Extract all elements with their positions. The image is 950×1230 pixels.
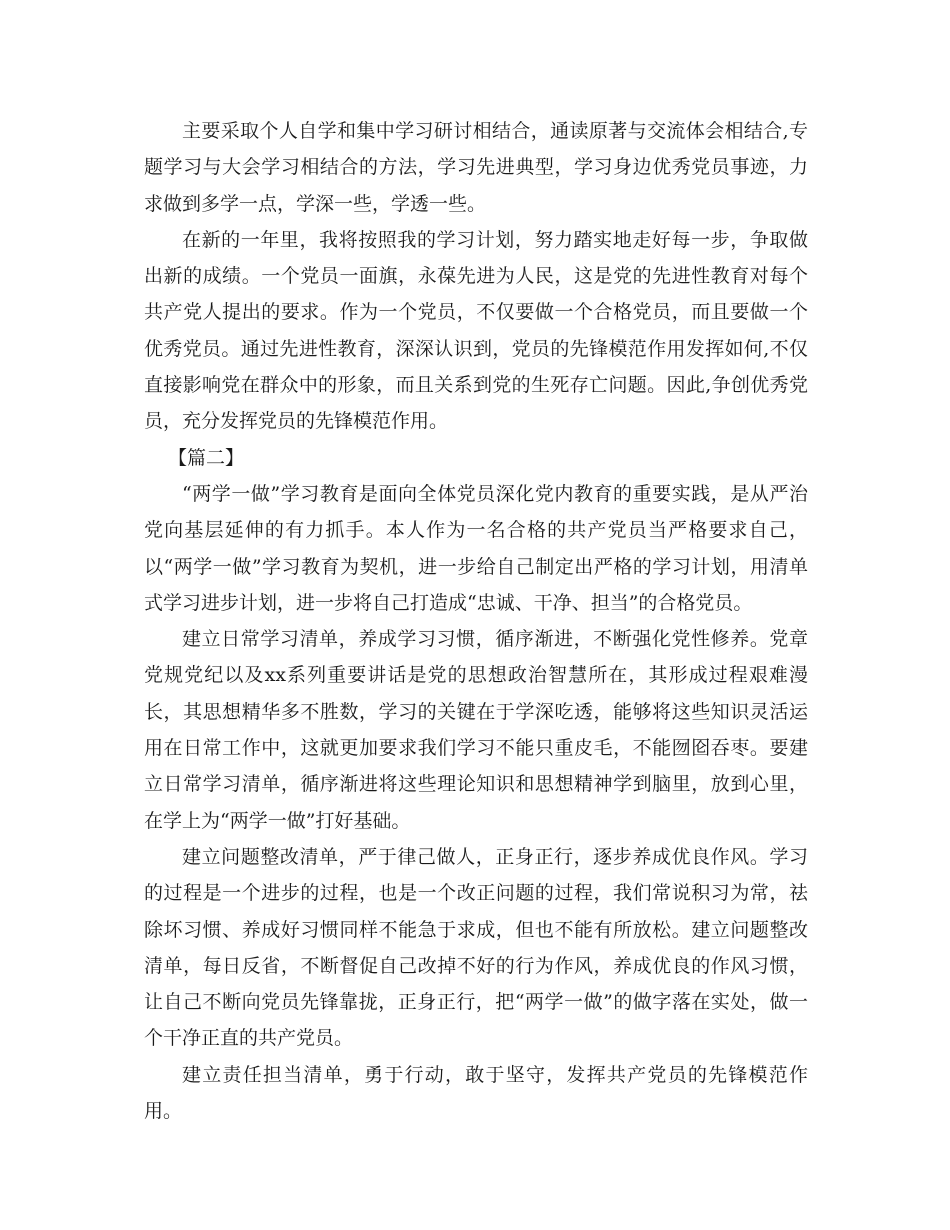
paragraph: 在新的一年里，我将按照我的学习计划，努力踏实地走好每一步，争取做出新的成绩。一个党员一面旗，永葆先进为人民，这是党的先进性教育对每个共产党人提出的要求。作为一个党员，不仅要做一个合格党员，而且要做一个优秀党员。通过先进性教育，深深认识到，党员的先锋模范作用发挥如何,不仅直接影响党在群众中的形象，而且关系到党的生死存亡问题。因此,争创优秀党员，充分发挥党员的先锋模范作用。: [144, 228, 808, 433]
paragraph: 建立日常学习清单，养成学习习惯，循序渐进，不断强化党性修养。党章党规党纪以及xx系列重要讲话是党的思想政治智慧所在，其形成过程艰难漫长，其思想精华多不胜数，学习的关键在于学深吃透，能够将这些知识灵活运用在日常工作中，这就更加要求我们学习不能只重皮毛，不能囫囵吞枣。要建立日常学习清单，循序渐进将这些理论知识和思想精神学到脑里，放到心里，在学上为“两学一做”打好基础。: [144, 628, 808, 832]
paragraph: 建立问题整改清单，严于律己做人，正身正行，逐步养成优良作风。学习的过程是一个进步的过程，也是一个改正问题的过程，我们常说积习为常，祛除坏习惯、养成好习惯同样不能急于求成，但也不能有所放松。建立问题整改清单，每日反省，不断督促自己改掉不好的行为作风，养成优良的作风习惯，让自己不断向党员先锋靠拢，正身正行，把“两学一做”的做字落在实处，做一个干净正直的共产党员。: [144, 845, 808, 1050]
paragraph: “两学一做”学习教育是面向全体党员深化党内教育的重要实践，是从严治党向基层延伸的有力抓手。本人作为一名合格的共产党员当严格要求自己，以“两学一做”学习教育为契机，进一步给自己制定出严格的学习计划，用清单式学习进步计划，进一步将自己打造成“忠诚、干净、担当”的合格党员。: [144, 482, 808, 614]
section-heading: 【篇二】: [168, 446, 245, 469]
paragraph: 主要采取个人自学和集中学习研讨相结合，通读原著与交流体会相结合,专题学习与大会学习相结合的方法，学习先进典型，学习身边优秀党员事迹，力求做到多学一点，学深一些，学透一些。: [144, 120, 808, 215]
paragraph: 建立责任担当清单，勇于行动，敢于坚守，发挥共产党员的先锋模范作用。: [144, 1063, 808, 1123]
document-body: [144, 113, 808, 1129]
